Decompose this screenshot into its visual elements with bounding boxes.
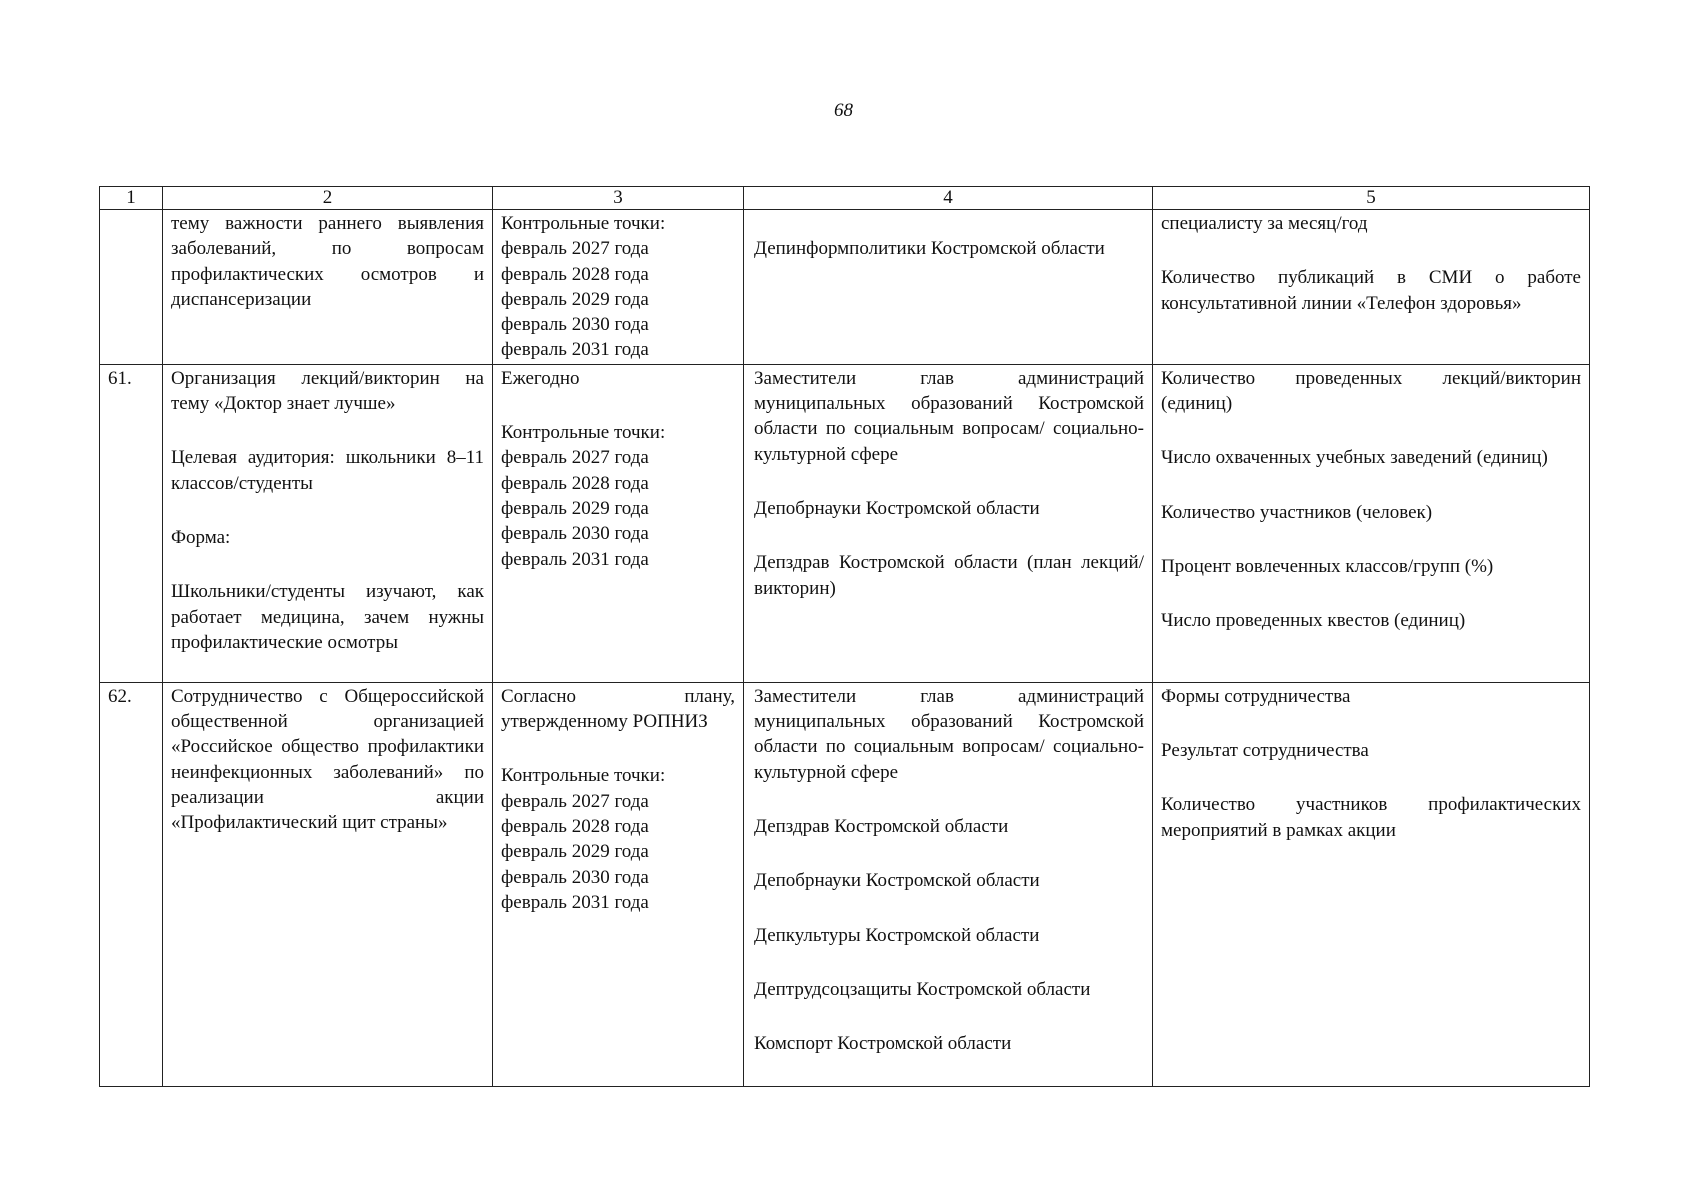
table-row-61 [100, 364, 1590, 682]
column-header-1: 1 [100, 187, 163, 210]
spacer [171, 416, 484, 445]
column-header-2: 2 [163, 187, 493, 210]
executor-text: Депинформполитики Костромской области [754, 238, 1105, 259]
event-title: Организация лекций/викторин на тему «Доктор знает лучше» [171, 367, 484, 415]
indicators-cell [1153, 682, 1590, 1086]
timing-cell [493, 682, 744, 1086]
event-cell [163, 364, 493, 682]
executor-text: Депздрав Костромской области (план лекций/викторин) [754, 552, 1144, 599]
event-cell [163, 210, 493, 365]
spacer [1161, 763, 1581, 792]
timing-date: февраль 2030 года [501, 523, 649, 545]
spacer [171, 550, 484, 579]
timing-date: февраль 2029 года [501, 841, 649, 863]
indicator-text: Количество проведенных лекций/викторин (единиц) [1161, 367, 1581, 415]
timing-date: февраль 2027 года [501, 447, 649, 469]
row-number [100, 210, 163, 365]
event-cell [163, 682, 493, 1086]
column-number-row [100, 187, 1590, 210]
indicator-text: Количество участников (человек) [1161, 501, 1433, 523]
executor-text: Депобрнауки Костромской области [754, 870, 1040, 892]
spacer [1161, 579, 1581, 608]
indicator-text: специалисту за месяц/год [1161, 213, 1368, 234]
timing-date: февраль 2030 года [501, 314, 649, 336]
column-header-5: 5 [1153, 187, 1590, 210]
event-form-label: Форма: [171, 526, 231, 548]
spacer [1161, 709, 1581, 738]
spacer [171, 496, 484, 525]
indicators-cell [1153, 210, 1590, 365]
timing-intro: Согласно плану, утвержденному РОПНИЗ [501, 685, 735, 733]
timing-date: февраль 2031 года [501, 548, 649, 570]
row-number: 62. [100, 682, 163, 1086]
event-text: Сотрудничество с Общероссийской общественной организацией «Российское общество профилактики неинфекционных заболеваний» по реализации акции «Профилактический щит страны» [171, 685, 484, 834]
timing-date: февраль 2030 года [501, 866, 649, 888]
executor-text: Дептрудсоцзащиты Костромской области [754, 978, 1091, 1000]
indicator-text: Формы сотрудничества [1161, 685, 1351, 707]
indicators-cell [1153, 364, 1590, 682]
executors-cell [744, 210, 1153, 365]
timing-date: февраль 2029 года [501, 288, 649, 310]
timing-label: Контрольные точки: [501, 213, 666, 234]
event-description: Школьники/студенты изучают, как работает медицина, зачем нужны профилактические осмотры [171, 581, 484, 653]
executor-text: Комспорт Костромской области [754, 1033, 1012, 1055]
spacer [754, 1002, 1144, 1031]
timing-frequency: Ежегодно [501, 367, 580, 389]
executor-text: Депобрнауки Костромской области [754, 497, 1040, 519]
executors-cell [744, 682, 1153, 1086]
spacer [501, 734, 735, 763]
row-number: 61. [100, 364, 163, 682]
executors-cell [744, 364, 1153, 682]
column-header-4: 4 [744, 187, 1153, 210]
indicator-text: Число охваченных учебных заведений (единиц) [1161, 447, 1548, 469]
indicator-text: Результат сотрудничества [1161, 740, 1369, 762]
spacer [1161, 416, 1581, 445]
timing-date: февраль 2027 года [501, 238, 649, 260]
spacer [754, 839, 1144, 868]
spacer [1161, 525, 1581, 554]
timing-date: февраль 2028 года [501, 472, 649, 494]
event-audience: Целевая аудитория: школьники 8–11 классов/студенты [171, 447, 484, 494]
table-row-continuation [100, 210, 1590, 365]
executor-text: Заместители глав администраций муниципальных образований Костромской области по социальным вопросам/ социально-культурной сфере [754, 367, 1144, 465]
executor-text: Депкультуры Костромской области [754, 924, 1040, 946]
plan-table [99, 186, 1590, 1087]
timing-date: февраль 2028 года [501, 815, 649, 837]
spacer [754, 521, 1144, 550]
timing-date: февраль 2031 года [501, 891, 649, 913]
timing-date: февраль 2029 года [501, 497, 649, 519]
event-text: тему важности раннего выявления заболеваний, по вопросам профилактических осмотров и диспансеризации [171, 213, 484, 310]
spacer [754, 894, 1144, 923]
spacer [501, 391, 735, 420]
indicator-text: Процент вовлеченных классов/групп (%) [1161, 555, 1494, 577]
spacer [754, 785, 1144, 814]
timing-date: февраль 2027 года [501, 790, 649, 812]
timing-label: Контрольные точки: [501, 422, 666, 444]
timing-cell [493, 210, 744, 365]
spacer [1161, 471, 1581, 500]
table-row-62 [100, 682, 1590, 1086]
timing-label: Контрольные точки: [501, 765, 666, 787]
timing-date: февраль 2031 года [501, 339, 649, 361]
executor-text: Депздрав Костромской области [754, 815, 1009, 837]
indicator-text: Количество публикаций в СМИ о работе консультативной линии «Телефон здоровья» [1161, 267, 1581, 314]
spacer [754, 467, 1144, 496]
timing-date: февраль 2028 года [501, 263, 649, 285]
column-header-3: 3 [493, 187, 744, 210]
indicator-text: Количество участников профилактических мероприятий в рамках акции [1161, 794, 1581, 841]
executor-text: Заместители глав администраций муниципальных образований Костромской области по социальным вопросам/ социально-культурной сфере [754, 685, 1144, 783]
timing-cell [493, 364, 744, 682]
page-number: 68 [834, 100, 853, 121]
indicator-text: Число проведенных квестов (единиц) [1161, 610, 1466, 632]
spacer [754, 948, 1144, 977]
spacer [1161, 236, 1581, 265]
